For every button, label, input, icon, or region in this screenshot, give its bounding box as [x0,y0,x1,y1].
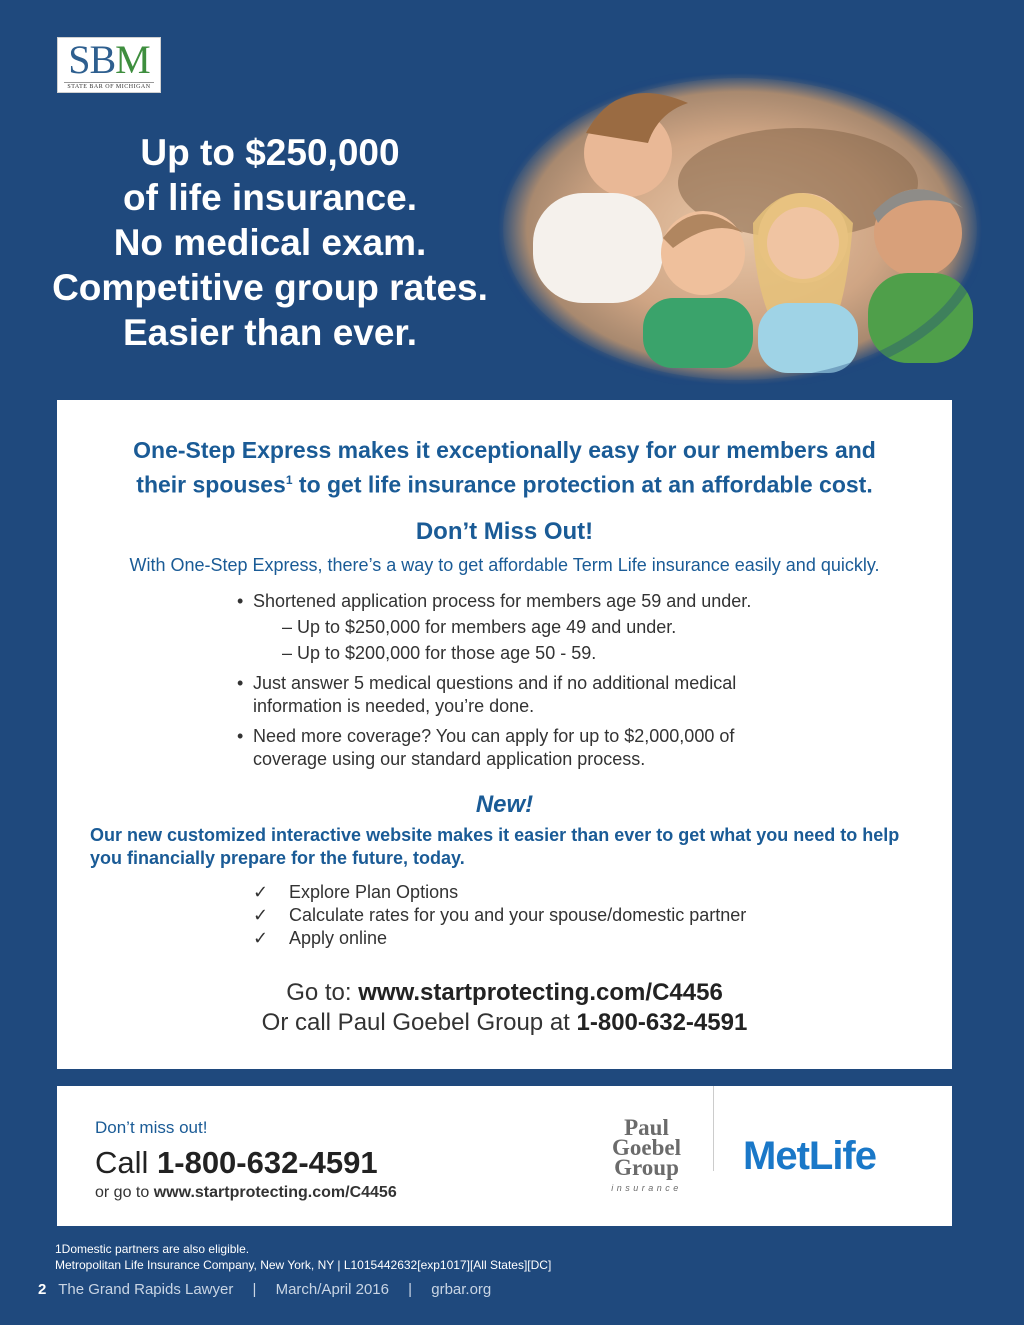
fine-print [55,1241,551,1273]
list-item [253,904,813,927]
feature-checklist [253,881,813,950]
pgg-line-1: Paul [624,1115,669,1140]
headline-line: Competitive group rates. [52,267,488,308]
footnote: 1Domestic partners are also eligible. [55,1242,250,1256]
list-item [253,881,813,904]
publication-name: The Grand Rapids Lawyer [58,1281,234,1298]
check-text: Calculate rates for you and your spouse/domestic partner [289,905,747,925]
call-word: Call [95,1145,158,1180]
headline-line: No medical exam. [113,222,427,263]
website-link[interactable]: www.startprotecting.com/C4456 [358,979,723,1006]
metlife-logo: MetLife [743,1134,876,1178]
legal-line: Metropolitan Life Insurance Company, New York, NY | L1015442632[exp1017][All States][DC] [55,1258,552,1272]
separator: | [252,1281,257,1298]
paul-goebel-group-logo [599,1115,694,1198]
intro-text [57,435,952,500]
bullet-text: Just answer 5 medical questions and if no additional medical information is needed, you’re done. [253,673,737,716]
phone-number[interactable]: 1-800-632-4591 [576,1009,748,1036]
intro-line-2-start: their spouses [136,471,286,498]
list-item [253,927,813,950]
intro-line-1: One-Step Express makes it exceptionally easy for our members and [133,437,876,463]
call-line [95,1144,378,1182]
page-footer [38,1281,491,1298]
offer-card [57,400,952,1069]
website-link[interactable]: www.startprotecting.com/C4456 [153,1184,397,1201]
issue-date: March/April 2016 [275,1281,389,1298]
goto-prefix: Go to: [286,979,359,1006]
bullet-icon: • [237,591,244,611]
headline-line: Easier than ever. [122,312,418,353]
bullet-icon: • [237,726,244,746]
bullet-icon: • [237,673,244,693]
logo-text: SBM [68,37,150,82]
pgg-line-2: Goebel [612,1135,681,1160]
logo-subtitle: STATE BAR OF MICHIGAN [64,82,154,90]
phone-number[interactable]: 1-800-632-4591 [157,1145,378,1180]
site-link[interactable]: grbar.org [431,1281,492,1298]
separator: | [408,1281,413,1298]
new-description: Our new customized interactive website makes it easier than ever to get what you need to help you financially prepare for the future, today. [90,825,900,868]
pgg-line-3: Group [614,1155,679,1180]
family-photo [498,73,982,385]
checkmark-icon: ✓ [253,882,269,902]
goto-line [57,978,952,1008]
list-item [237,590,837,665]
list-item [237,725,783,771]
sbm-logo [57,37,161,93]
sub-list-item: – Up to $200,000 for those age 50 - 59. [282,643,597,663]
checkmark-icon: ✓ [253,905,269,925]
benefit-list [237,590,837,778]
call-line [57,1008,952,1038]
page-number: 2 [38,1281,47,1298]
website-line [95,1184,397,1202]
dont-miss-label: Don’t miss out! [95,1118,208,1137]
headline [20,130,520,355]
sub-list-item: – Up to $250,000 for members age 49 and under. [282,617,677,637]
dont-miss-title: Don’t Miss Out! [415,518,594,545]
headline-line: of life insurance. [122,177,417,218]
bullet-text: Shortened application process for members age 59 and under. [253,591,752,611]
contact-box [57,1086,952,1226]
bullet-text: Need more coverage? You can apply for up to $2,000,000 of coverage using our standard application process. [253,726,735,769]
check-text: Explore Plan Options [289,882,459,902]
footnote-marker: 1 [285,473,293,487]
call-prefix: Or call Paul Goebel Group at [261,1009,577,1036]
intro-line-2 [57,465,952,500]
intro-line-2-end: to get life insurance protection at an affordable cost. [292,471,873,498]
logo-divider [713,1086,714,1171]
check-text: Apply online [289,928,388,948]
pgg-insurance: insurance [611,1183,682,1193]
checkmark-icon: ✓ [253,928,269,948]
call-to-action [57,978,952,1038]
go-prefix: or go to [95,1184,154,1201]
headline-line: Up to $250,000 [140,132,400,173]
new-title: New! [475,791,534,818]
dont-miss-subtitle: With One-Step Express, there’s a way to get affordable Term Life insurance easily and quickly. [129,555,880,575]
list-item [237,672,773,718]
